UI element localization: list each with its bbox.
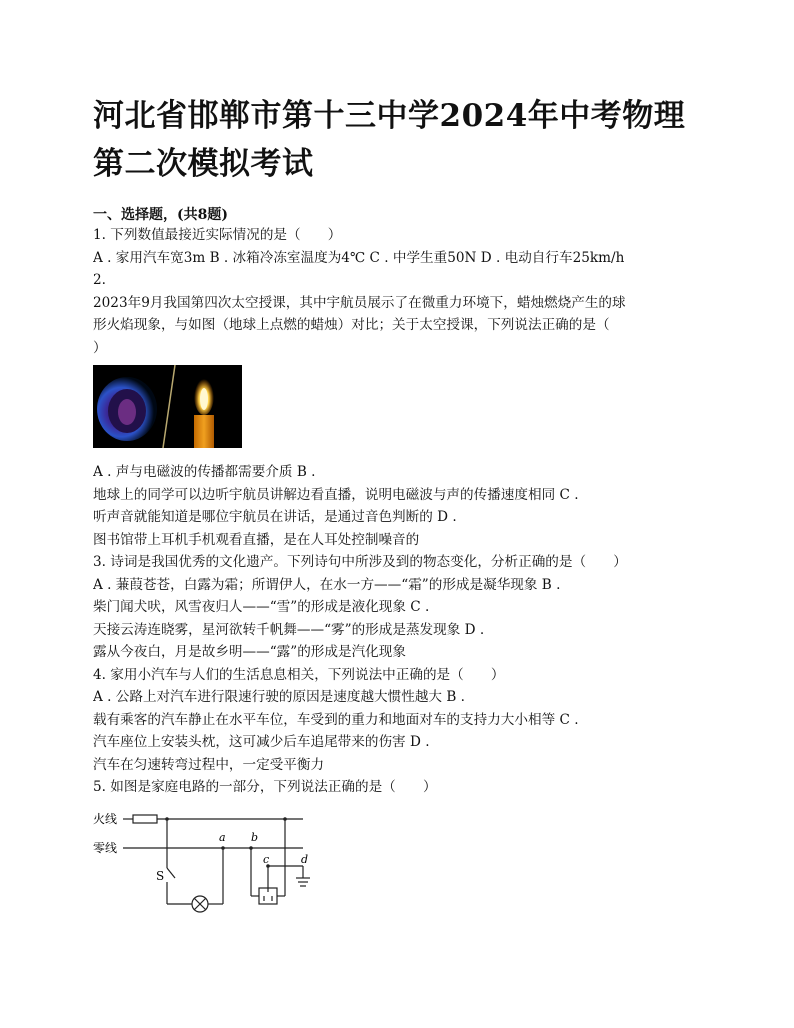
fuse (133, 815, 157, 823)
point-d-label: d (301, 853, 309, 866)
candle-flame-photo (93, 365, 242, 448)
text-line: 5. 如图是家庭电路的一部分，下列说法正确的是（ ） (93, 779, 437, 795)
text-line: 图书馆带上耳机手机观看直播，是在人耳处控制噪音的 (93, 531, 420, 548)
household-circuit-diagram (93, 808, 323, 918)
text-line: A . 蒹葭苍苍，白露为霜；所谓伊人，在水一方——“霜”的形成是凝华现象 B . (93, 576, 561, 593)
text-line: 2. (93, 272, 106, 288)
point-c-label: c (263, 853, 270, 866)
text-line: 汽车在匀速转弯过程中，一定受平衡力 (93, 756, 325, 773)
neutral-wire-label: 零线 (93, 841, 118, 855)
text-line: 地球上的同学可以边听宇航员讲解边看直播，说明电磁波与声的传播速度相同 C . (93, 486, 579, 503)
text-line: ） (93, 339, 107, 356)
text-line: A . 声与电磁波的传播都需要介质 B . (93, 464, 316, 480)
text-line: A . 公路上对汽车进行限速行驶的原因是速度越大惯性越大 B . (93, 689, 465, 705)
live-wire-label: 火线 (93, 812, 118, 826)
text-line: 载有乘客的汽车静止在水平车位，车受到的重力和地面对车的支持力大小相等 C . (93, 711, 579, 728)
text-line: A . 家用汽车宽3m B . 冰箱冷冻室温度为4℃ C . 中学生重50N D . 电动自行车25km/h (93, 249, 625, 266)
text-line: 4. 家用小汽车与人们的生活息息相关，下列说法中正确的是（ ） (93, 666, 505, 683)
text-line: 天接云涛连晓雾，星河欲转千帆舞——“雾”的形成是蒸发现象 D . (93, 621, 485, 638)
switch-label: S (156, 869, 165, 883)
text-line: 汽车座位上安装头枕，这可减少后车追尾带来的伤害 D . (93, 734, 430, 750)
question-block-bottom (93, 461, 703, 799)
text-line: 柴门闻犬吠，风雪夜归人——“雪”的形成是液化现象 C . (93, 599, 430, 615)
text-line: 听声音就能知道是哪位宇航员在讲话，是通过音色判断的 D . (93, 509, 457, 525)
text-line: 露从今夜白，月是故乡明——“露”的形成是汽化现象 (93, 644, 406, 660)
point-a-label: a (219, 831, 226, 844)
question-block-top (93, 224, 703, 359)
text-line: 形火焰现象，与如图（地球上点燃的蜡烛）对比；关于太空授课，下列说法正确的是（ (93, 317, 610, 333)
text-line: 3. 诗词是我国优秀的文化遗产。下列诗句中所涉及到的物态变化，分析正确的是（ ） (93, 554, 627, 570)
point-b-label: b (251, 831, 259, 844)
exam-title: 河北省邯郸市第十三中学2024年中考物理第二次模拟考试 (93, 98, 686, 182)
text-line: 2023年9月我国第四次太空授课，其中宇航员展示了在微重力环境下，蜡烛燃烧产生的球 (93, 294, 626, 311)
section-heading: 一、选择题，(共8题) (93, 207, 228, 223)
text-line: 1. 下列数值最接近实际情况的是（ ） (93, 227, 342, 243)
